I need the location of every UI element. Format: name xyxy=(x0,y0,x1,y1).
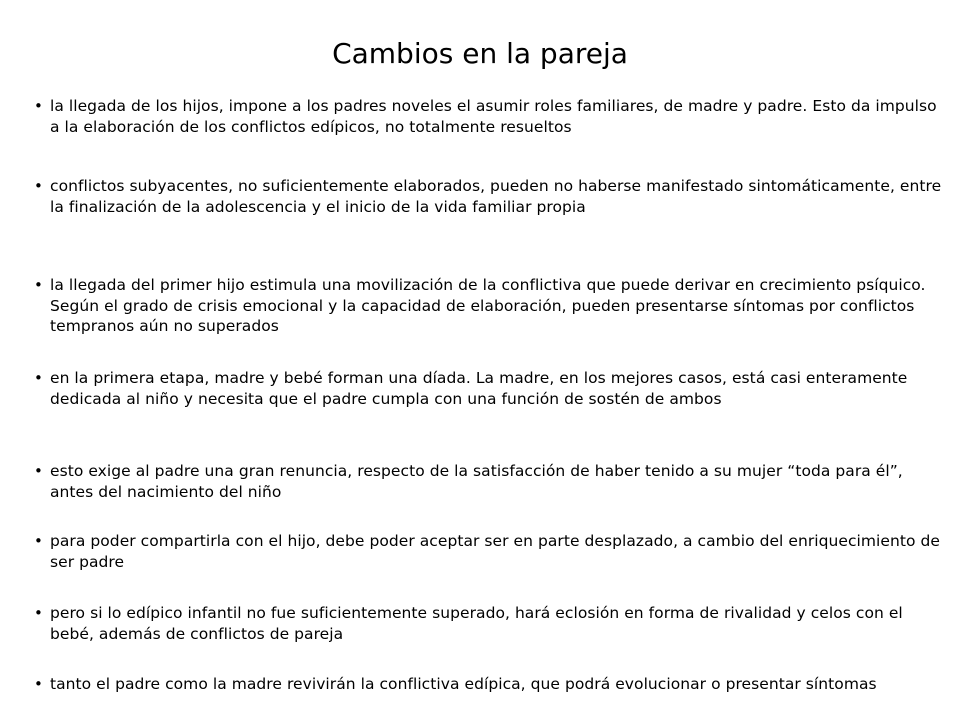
bullet-marker: • xyxy=(34,177,43,195)
bullet-marker: • xyxy=(34,97,43,115)
bullet-item xyxy=(34,531,946,603)
bullet-marker: • xyxy=(34,604,43,622)
bullet-marker: • xyxy=(34,675,43,693)
bullet-list xyxy=(34,96,946,724)
bullet-text: para poder compartirla con el hijo, debe poder aceptar ser en parte desplazado, a cambio del enriquecimiento de ser padre xyxy=(50,532,940,571)
bullet-marker: • xyxy=(34,276,43,294)
bullet-item xyxy=(34,603,946,674)
bullet-text: la llegada del primer hijo estimula una movilización de la conflictiva que puede derivar en crecimiento psíquico. Según el grado de crisis emocional y la capacidad de elaboración, pueden presentarse síntomas por conflictos tempranos aún no superados xyxy=(50,276,926,335)
bullet-item xyxy=(34,275,946,368)
bullet-text: la llegada de los hijos, impone a los padres noveles el asumir roles familiares, de madre y padre. Esto da impulso a la elaboración de los conflictos edípicos, no totalmente resueltos xyxy=(50,97,937,136)
bullet-text: pero si lo edípico infantil no fue suficientemente superado, hará eclosión en forma de rivalidad y celos con el bebé, además de conflictos de pareja xyxy=(50,604,903,643)
bullet-item xyxy=(34,461,946,531)
bullet-marker: • xyxy=(34,369,43,387)
bullet-item xyxy=(34,176,946,275)
bullet-item xyxy=(34,674,946,724)
bullet-text: conflictos subyacentes, no suficientemente elaborados, pueden no haberse manifestado sintomáticamente, entre la finalización de la adolescencia y el inicio de la vida familiar propia xyxy=(50,177,942,216)
bullet-text: en la primera etapa, madre y bebé forman una díada. La madre, en los mejores casos, está casi enteramente dedicada al niño y necesita que el padre cumpla con una función de sostén de ambos xyxy=(50,369,908,408)
bullet-marker: • xyxy=(34,532,43,550)
bullet-text: tanto el padre como la madre revivirán la conflictiva edípica, que podrá evolucionar o presentar síntomas xyxy=(50,675,877,693)
bullet-marker: • xyxy=(34,462,43,480)
bullet-text: esto exige al padre una gran renuncia, respecto de la satisfacción de haber tenido a su mujer “toda para él”, antes del nacimiento del niño xyxy=(50,462,903,501)
bullet-item xyxy=(34,368,946,461)
slide-title: Cambios en la pareja xyxy=(332,37,628,70)
bullet-item xyxy=(34,96,946,176)
